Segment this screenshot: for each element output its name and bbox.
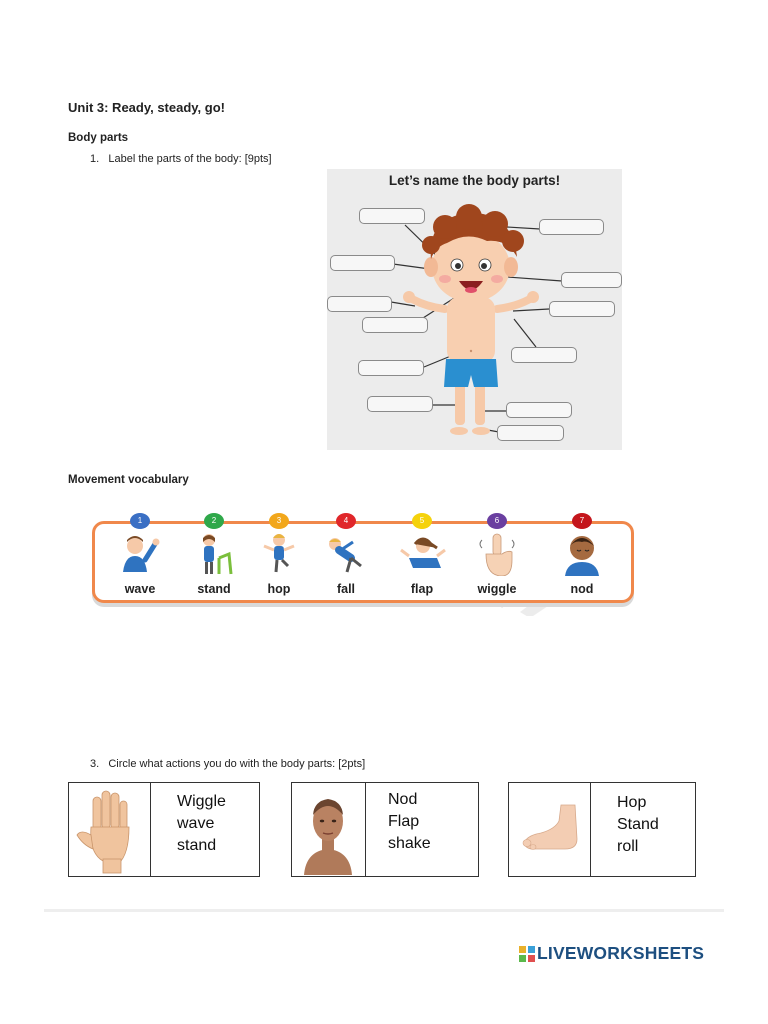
action-word[interactable]: Flap <box>388 813 420 830</box>
movement-label: hop <box>267 582 291 596</box>
action-word[interactable]: stand <box>177 837 217 854</box>
action-box-face <box>291 782 479 877</box>
movement-number: 4 <box>336 513 356 529</box>
movement-label: nod <box>570 582 594 596</box>
movement-number: 7 <box>572 513 592 529</box>
movement-item-nod <box>549 516 615 600</box>
label-box-eye[interactable] <box>330 255 395 271</box>
movement-label: flap <box>410 582 434 596</box>
movement-number: 2 <box>204 513 224 529</box>
label-box-leg[interactable] <box>506 402 572 418</box>
label-box-head[interactable] <box>539 219 604 235</box>
movement-number: 6 <box>487 513 507 529</box>
unit-title: Unit 3: Ready, steady, go! <box>68 100 225 115</box>
label-box-foot[interactable] <box>497 425 564 441</box>
movement-number: 1 <box>130 513 150 529</box>
action-box-hand <box>68 782 260 877</box>
label-box-ear[interactable] <box>561 272 622 288</box>
brand <box>519 943 704 964</box>
movement-item-fall <box>313 516 379 600</box>
brand-name: LIVEWORKSHEETS <box>537 943 705 963</box>
action-word[interactable]: roll <box>617 838 639 855</box>
action-word[interactable]: Wiggle <box>177 793 226 810</box>
action-picture <box>509 783 591 876</box>
movement-item-flap <box>389 516 455 600</box>
question-1: 1. Label the parts of the body: [9pts] <box>90 153 272 165</box>
action-word[interactable]: shake <box>388 835 431 852</box>
movement-label: wiggle <box>477 582 517 596</box>
body-parts-image-title: Let’s name the body parts! <box>388 173 561 188</box>
child-hopping-icon <box>254 532 304 576</box>
child-waving-icon <box>115 532 165 576</box>
movement-item-hop <box>246 516 312 600</box>
label-box-knee[interactable] <box>367 396 433 412</box>
label-box-mouth[interactable] <box>362 317 428 333</box>
hand-icon <box>69 783 149 875</box>
label-box-shoulder[interactable] <box>549 301 615 317</box>
movement-item-wiggle <box>464 516 530 600</box>
movement-item-stand <box>181 516 247 600</box>
movement-label: wave <box>124 582 156 596</box>
child-standing-icon <box>189 532 239 576</box>
movement-number: 3 <box>269 513 289 529</box>
movement-label: stand <box>197 582 231 596</box>
action-picture <box>292 783 366 876</box>
action-word[interactable]: wave <box>177 815 215 832</box>
action-picture <box>69 783 151 876</box>
question-3: 3. Circle what actions you do with the body parts: [2pts] <box>90 758 366 770</box>
child-nodding-icon <box>557 532 607 576</box>
label-box-chest[interactable] <box>358 360 424 376</box>
child-flapping-icon <box>397 532 447 576</box>
foot-icon <box>509 783 589 875</box>
body-parts-picture <box>327 169 622 450</box>
action-word[interactable]: Stand <box>617 816 659 833</box>
liveworksheets-logo-icon <box>519 946 535 962</box>
action-words <box>366 783 431 876</box>
action-box-foot <box>508 782 696 877</box>
movement-label: fall <box>336 582 356 596</box>
action-word[interactable]: Hop <box>617 794 647 811</box>
movement-number: 5 <box>412 513 432 529</box>
label-box-hand[interactable] <box>511 347 577 363</box>
face-icon <box>292 783 364 875</box>
wiggling-finger-icon <box>472 532 522 576</box>
body-parts-heading: Body parts <box>68 132 129 144</box>
movement-item-wave <box>107 516 173 600</box>
movement-vocabulary-strip <box>92 516 634 603</box>
footer-divider <box>44 909 724 912</box>
label-box-hair[interactable] <box>359 208 425 224</box>
action-words <box>591 783 659 876</box>
label-box-arm[interactable] <box>327 296 392 312</box>
movement-heading: Movement vocabulary <box>68 474 189 486</box>
action-words <box>151 783 226 876</box>
child-falling-icon <box>321 532 371 576</box>
action-word[interactable]: Nod <box>388 791 418 808</box>
